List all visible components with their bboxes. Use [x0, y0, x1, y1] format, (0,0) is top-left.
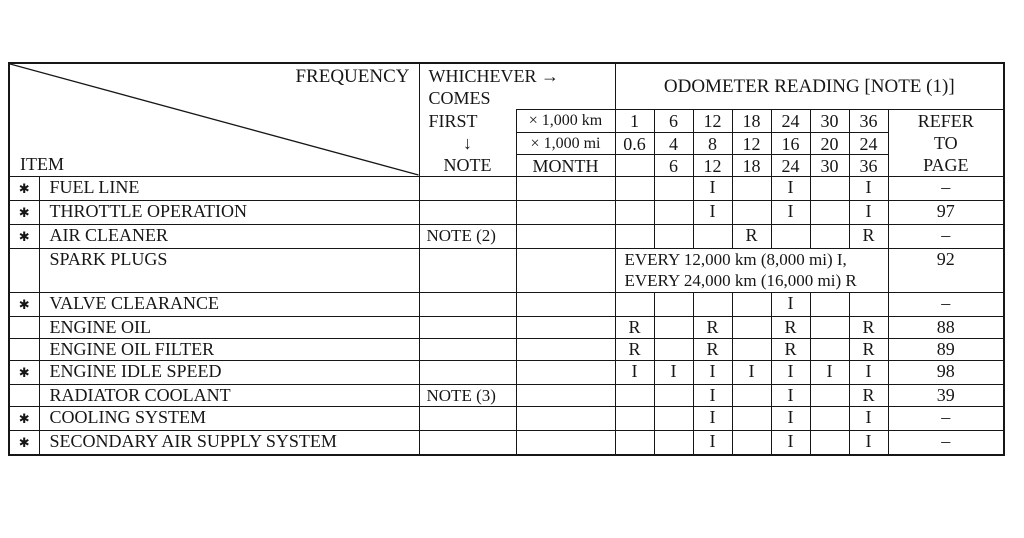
km-interval-value: 24: [771, 110, 810, 133]
interval-18-cell: [732, 407, 771, 431]
item-name: ENGINE OIL FILTER: [39, 339, 419, 361]
asterisk-cell: [9, 361, 39, 385]
interval-1-cell: [615, 407, 654, 431]
note-cell: NOTE (2): [419, 225, 516, 249]
interval-36-cell: [849, 293, 888, 317]
month-cell: [516, 385, 615, 407]
interval-1-cell: [615, 201, 654, 225]
note-label: NOTE: [443, 154, 492, 175]
refer-page-cell: 89: [888, 339, 1004, 361]
row-throttle-operation: [9, 201, 1004, 225]
asterisk-cell: [9, 293, 39, 317]
month-cell: [516, 225, 615, 249]
note-cell: [419, 431, 516, 456]
asterisk-cell: [9, 225, 39, 249]
asterisk-icon: ✱: [18, 182, 30, 197]
note-cell: [419, 339, 516, 361]
schedule-body: [9, 177, 1004, 456]
interval-1-cell: [615, 225, 654, 249]
down-arrow-icon: ↓: [463, 132, 472, 153]
km-interval-value: 36: [849, 110, 888, 133]
interval-18-cell: [732, 385, 771, 407]
interval-12-cell: I: [693, 361, 732, 385]
month-cell: [516, 339, 615, 361]
item-name: ENGINE IDLE SPEED: [39, 361, 419, 385]
interval-1-cell: [615, 385, 654, 407]
refer-label: REFER: [917, 111, 974, 131]
km-unit-label: × 1,000 km: [516, 110, 615, 133]
note-column-header: [419, 110, 516, 177]
month-cell: [516, 407, 615, 431]
schedule-line-replace: EVERY 24,000 km (16,000 mi) R: [624, 271, 857, 290]
item-name: SECONDARY AIR SUPPLY SYSTEM: [39, 431, 419, 456]
note-cell: [419, 361, 516, 385]
row-radiator-coolant: [9, 385, 1004, 407]
km-interval-value: 30: [810, 110, 849, 133]
item-name: VALVE CLEARANCE: [39, 293, 419, 317]
interval-18-cell: [732, 431, 771, 456]
interval-36-cell: I: [849, 361, 888, 385]
interval-12-cell: I: [693, 407, 732, 431]
interval-6-cell: [654, 225, 693, 249]
item-name: ENGINE OIL: [39, 317, 419, 339]
interval-24-cell: [771, 225, 810, 249]
km-interval-value: 12: [693, 110, 732, 133]
row-spark-plugs: [9, 249, 1004, 293]
interval-30-cell: [810, 385, 849, 407]
asterisk-cell: [9, 407, 39, 431]
note-cell: [419, 177, 516, 201]
month-label: MONTH: [516, 155, 615, 177]
interval-36-cell: R: [849, 225, 888, 249]
interval-24-cell: I: [771, 201, 810, 225]
item-name: THROTTLE OPERATION: [39, 201, 419, 225]
km-interval-value: 6: [654, 110, 693, 133]
interval-24-cell: I: [771, 293, 810, 317]
row-secondary-air-supply-system: [9, 431, 1004, 456]
mi-interval-value: 16: [771, 133, 810, 155]
interval-18-cell: [732, 177, 771, 201]
asterisk-cell: [9, 201, 39, 225]
page-label: PAGE: [923, 155, 969, 175]
note-cell: NOTE (3): [419, 385, 516, 407]
interval-30-cell: I: [810, 361, 849, 385]
month-cell: [516, 317, 615, 339]
refer-page-cell: –: [888, 407, 1004, 431]
refer-page-cell: 98: [888, 361, 1004, 385]
interval-12-cell: [693, 293, 732, 317]
interval-24-cell: I: [771, 407, 810, 431]
item-frequency-corner-cell: [9, 63, 419, 177]
interval-6-cell: [654, 407, 693, 431]
row-engine-idle-speed: [9, 361, 1004, 385]
month-interval-value: [615, 155, 654, 177]
interval-1-cell: [615, 293, 654, 317]
interval-24-cell: I: [771, 361, 810, 385]
mi-interval-value: 12: [732, 133, 771, 155]
month-cell: [516, 431, 615, 456]
mi-unit-label: × 1,000 mi: [516, 133, 615, 155]
interval-30-cell: [810, 317, 849, 339]
interval-36-cell: R: [849, 339, 888, 361]
header-row-top: [9, 63, 1004, 110]
interval-36-cell: R: [849, 317, 888, 339]
note-cell: [419, 201, 516, 225]
interval-12-cell: I: [693, 177, 732, 201]
interval-6-cell: [654, 385, 693, 407]
interval-36-cell: I: [849, 201, 888, 225]
maintenance-schedule-table: [8, 62, 1005, 456]
item-name: COOLING SYSTEM: [39, 407, 419, 431]
interval-6-cell: [654, 339, 693, 361]
note-cell: [419, 249, 516, 293]
note-cell: [419, 293, 516, 317]
interval-6-cell: [654, 317, 693, 339]
interval-24-cell: I: [771, 385, 810, 407]
item-name: AIR CLEANER: [39, 225, 419, 249]
asterisk-icon: ✱: [18, 366, 30, 381]
item-name: RADIATOR COOLANT: [39, 385, 419, 407]
interval-12-cell: I: [693, 431, 732, 456]
refer-page-cell: –: [888, 225, 1004, 249]
asterisk-cell: [9, 431, 39, 456]
interval-6-cell: [654, 177, 693, 201]
asterisk-icon: ✱: [18, 298, 30, 313]
frequency-label: FREQUENCY: [295, 66, 410, 87]
item-name: SPARK PLUGS: [39, 249, 419, 293]
refer-to-page-header: [888, 110, 1004, 177]
interval-30-cell: [810, 293, 849, 317]
month-interval-value: 6: [654, 155, 693, 177]
km-interval-value: 18: [732, 110, 771, 133]
month-cell: [516, 249, 615, 293]
refer-page-cell: 92: [888, 249, 1004, 293]
interval-30-cell: [810, 339, 849, 361]
mi-interval-value: 8: [693, 133, 732, 155]
spark-plug-schedule-cell: [615, 249, 888, 293]
asterisk-icon: ✱: [18, 436, 30, 451]
item-label: ITEM: [20, 154, 64, 174]
interval-24-cell: R: [771, 339, 810, 361]
asterisk-icon: ✱: [18, 230, 30, 245]
row-air-cleaner: [9, 225, 1004, 249]
interval-18-cell: [732, 293, 771, 317]
whichever-comes-first-cell: [419, 63, 615, 110]
note-cell: [419, 407, 516, 431]
asterisk-cell: [9, 177, 39, 201]
refer-page-cell: –: [888, 177, 1004, 201]
first-label: FIRST: [428, 110, 478, 131]
refer-page-cell: 97: [888, 201, 1004, 225]
refer-page-cell: –: [888, 431, 1004, 456]
schedule-line-inspect: EVERY 12,000 km (8,000 mi) I,: [624, 250, 847, 269]
interval-36-cell: I: [849, 177, 888, 201]
interval-36-cell: I: [849, 407, 888, 431]
refer-page-cell: –: [888, 293, 1004, 317]
asterisk-icon: ✱: [18, 206, 30, 221]
interval-18-cell: [732, 339, 771, 361]
corner-content: [10, 64, 419, 175]
interval-30-cell: [810, 407, 849, 431]
mi-interval-value: 20: [810, 133, 849, 155]
month-interval-value: 18: [732, 155, 771, 177]
item-name: FUEL LINE: [39, 177, 419, 201]
interval-30-cell: [810, 431, 849, 456]
interval-36-cell: R: [849, 385, 888, 407]
interval-6-cell: [654, 201, 693, 225]
month-cell: [516, 293, 615, 317]
km-interval-value: 1: [615, 110, 654, 133]
interval-18-cell: R: [732, 225, 771, 249]
interval-12-cell: [693, 225, 732, 249]
note-cell: [419, 317, 516, 339]
interval-24-cell: I: [771, 431, 810, 456]
asterisk-cell: [9, 385, 39, 407]
interval-24-cell: R: [771, 317, 810, 339]
odometer-reading-header: ODOMETER READING [NOTE (1)]: [615, 63, 1004, 110]
interval-1-cell: [615, 177, 654, 201]
whichever-label: WHICHEVER →: [428, 66, 559, 86]
interval-36-cell: I: [849, 431, 888, 456]
interval-30-cell: [810, 201, 849, 225]
row-engine-oil-filter: [9, 339, 1004, 361]
month-interval-value: 30: [810, 155, 849, 177]
interval-12-cell: R: [693, 339, 732, 361]
asterisk-cell: [9, 339, 39, 361]
mi-interval-value: 24: [849, 133, 888, 155]
row-valve-clearance: [9, 293, 1004, 317]
asterisk-icon: ✱: [18, 412, 30, 427]
schedule-header: [9, 63, 1004, 177]
interval-30-cell: [810, 177, 849, 201]
month-cell: [516, 201, 615, 225]
interval-6-cell: [654, 293, 693, 317]
asterisk-cell: [9, 249, 39, 293]
row-fuel-line: [9, 177, 1004, 201]
interval-1-cell: R: [615, 339, 654, 361]
month-interval-value: 36: [849, 155, 888, 177]
mi-interval-value: 0.6: [615, 133, 654, 155]
interval-12-cell: I: [693, 201, 732, 225]
month-interval-value: 24: [771, 155, 810, 177]
refer-page-cell: 88: [888, 317, 1004, 339]
refer-page-cell: 39: [888, 385, 1004, 407]
interval-30-cell: [810, 225, 849, 249]
to-label: TO: [933, 133, 958, 153]
mi-interval-value: 4: [654, 133, 693, 155]
interval-6-cell: [654, 431, 693, 456]
row-engine-oil: [9, 317, 1004, 339]
interval-1-cell: I: [615, 361, 654, 385]
interval-6-cell: I: [654, 361, 693, 385]
comes-label: COMES: [428, 88, 491, 108]
interval-1-cell: [615, 431, 654, 456]
interval-18-cell: I: [732, 361, 771, 385]
interval-1-cell: R: [615, 317, 654, 339]
row-cooling-system: [9, 407, 1004, 431]
asterisk-cell: [9, 317, 39, 339]
month-interval-value: 12: [693, 155, 732, 177]
month-cell: [516, 177, 615, 201]
interval-12-cell: I: [693, 385, 732, 407]
month-cell: [516, 361, 615, 385]
interval-18-cell: [732, 201, 771, 225]
interval-12-cell: R: [693, 317, 732, 339]
interval-24-cell: I: [771, 177, 810, 201]
interval-18-cell: [732, 317, 771, 339]
